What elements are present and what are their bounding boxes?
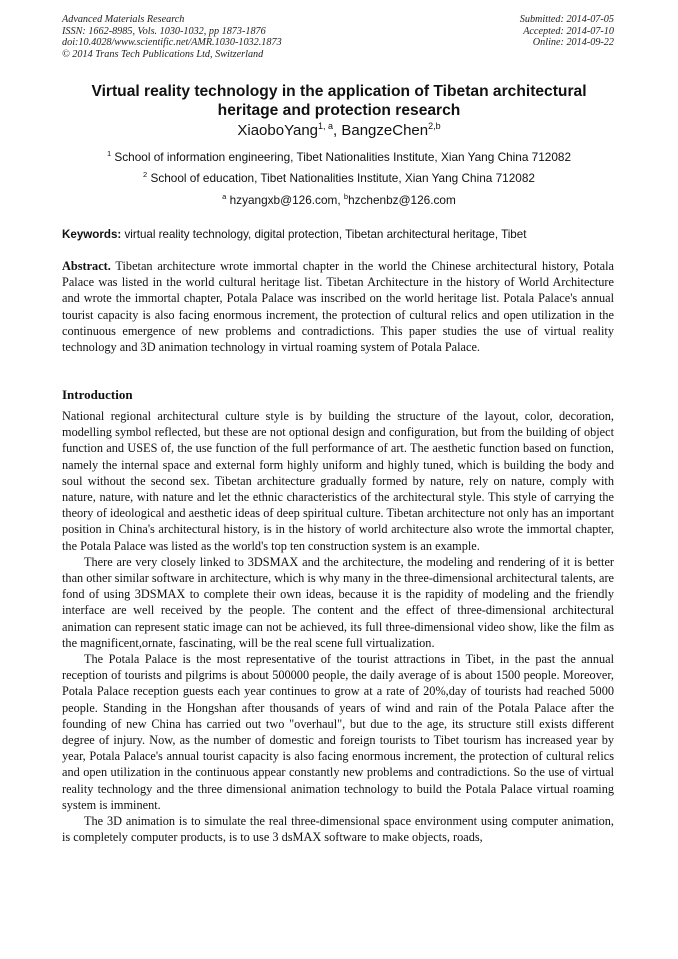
- paragraph: National regional architectural culture style is by building the structure of the layout, color, decoration, modelling symbol reflected, but these are not optional design and configuration, but from the building of object function and USES of, the use function of the full performance of art. The aesthetic function based on function, namely the internal space and external form highly uniform and highly tuned, which is building the body and soul without the second sex. Tibetan architecture gradually formed by nature, rely on nature, comply with nature, nature, with nature and let the ethnic characteristics of the architectural style. This style of carrying the theory of ideological and aesthetic ideas of deep spiritual culture. Tibetan architecture not only has an important position in China's architectural history, is in the history of world architecture also wrote the immortal chapter, the Potala Palace was listed as the world's top ten construction system is an example.: [62, 409, 614, 553]
- abstract-label: Abstract.: [62, 259, 111, 273]
- author-separator: ,: [333, 122, 342, 139]
- email-marker: b: [343, 192, 349, 201]
- author-list: [62, 122, 616, 140]
- copyright-line: © 2014 Trans Tech Publications Ltd, Switzerland: [62, 48, 264, 60]
- section-heading: Introduction: [62, 387, 133, 402]
- abstract: [62, 258, 614, 355]
- email-link: hzchenbz@126.com: [348, 193, 456, 207]
- email-marker: a: [222, 192, 227, 201]
- affiliation-1: [62, 150, 616, 164]
- affiliation-text: School of education, Tibet Nationalities Institute, Xian Yang China 712082: [147, 171, 535, 185]
- journal-name: Advanced Materials Research: [62, 14, 185, 25]
- paper-title: Virtual reality technology in the application of Tibetan architectural heritage and protection research: [91, 83, 587, 119]
- paragraph: The 3D animation is to simulate the real three-dimensional space environment using computer animation, is completely computer products, is to use 3 dsMAX software to make objects, roads,: [62, 814, 614, 845]
- keywords-line: [62, 228, 616, 242]
- keywords-label: Keywords:: [62, 228, 122, 241]
- affiliation-text: School of information engineering, Tibet Nationalities Institute, Xian Yang China 712082: [111, 150, 572, 164]
- online-date: Online: 2014-09-22: [532, 37, 614, 49]
- affiliation-marker: 2: [143, 170, 148, 179]
- affiliation-marker: 1: [106, 149, 112, 158]
- accepted-date: Accepted: 2014-07-10: [523, 25, 614, 37]
- introduction-body: [62, 408, 614, 845]
- issn-line: ISSN: 1662-8985, Vols. 1030-1032, pp 1873-1876: [62, 25, 266, 37]
- author-superscript: 1, a: [318, 121, 334, 131]
- submission-dates: [520, 14, 614, 49]
- author-name: XiaoboYang: [237, 122, 318, 139]
- author-name: BangzeChen: [341, 122, 429, 139]
- journal-info: [62, 14, 282, 60]
- keywords-text: virtual reality technology, digital protection, Tibetan architectural heritage, Tibet: [121, 228, 527, 241]
- paragraph: There are very closely linked to 3DSMAX and the architecture, the modeling and rendering of it is better than other similar software in architecture, which is why many in the three-dimensional architectural talents, are fond of using 3DSMAX to complete their own ideas, because it is the rapidity of modeling and the friendly interface are well received by the people. The content and the effect of three-dimensional architectural animation can represent static image can not be achieved, its full three-dimensional video show, like the film as the magnificent,ornate, fascinating, will be the real scene full virtualization.: [62, 554, 614, 650]
- affiliation-2: [62, 171, 616, 185]
- abstract-text: Tibetan architecture wrote immortal chapter in the world the Chinese architectural history, Potala Palace was listed in the world cultural heritage list. Tibetan Architecture in the history of World Architecture and wrote the immortal chapter, Potala Palace was inscribed on the world heritage list. Potala Palace's annual tourist capacity is also facing enormous increment, the protection of cultural relics and open utilization in the continuous emergence of new problems and contradictions. This paper studies the use of virtual reality technology and 3D animation technology in virtual roaming system of Potala Palace.: [62, 259, 614, 355]
- paragraph: The Potala Palace is the most representative of the tourist attractions in Tibet, in the past the annual reception of tourists and pilgrims is about 500000 people, the daily average of is about 1500 people. Moreover, Potala Palace reception guests each year continues to grow at a rate of 20%,day of tourists had reached 5000 people. Standing in the Hongshan after thousands of years of wind and rain of the Potala Palace after the founding of new China has carried out two "overhaul", but due to the age, its structure still exists different degree of injury. Now, as the number of domestic and foreign tourists to Tibet tourism has increased year by year, Potala Palace's annual tourist capacity is also facing enormous increment, the protection of cultural relics and open utilization in the continuous appear constantly new problems and contradictions. So the use of virtual reality technology and the three dimensional animation technology to build the Potala Palace virtual roaming system is imminent.: [62, 652, 614, 812]
- email-link: hzyangxb@126.com,: [226, 193, 344, 207]
- author-superscript: 2,b: [428, 121, 441, 131]
- submitted-date: Submitted: 2014-07-05: [519, 14, 614, 25]
- author-emails: [62, 193, 616, 207]
- doi-line: doi:10.4028/www.scientific.net/AMR.1030-1032.1873: [62, 37, 282, 49]
